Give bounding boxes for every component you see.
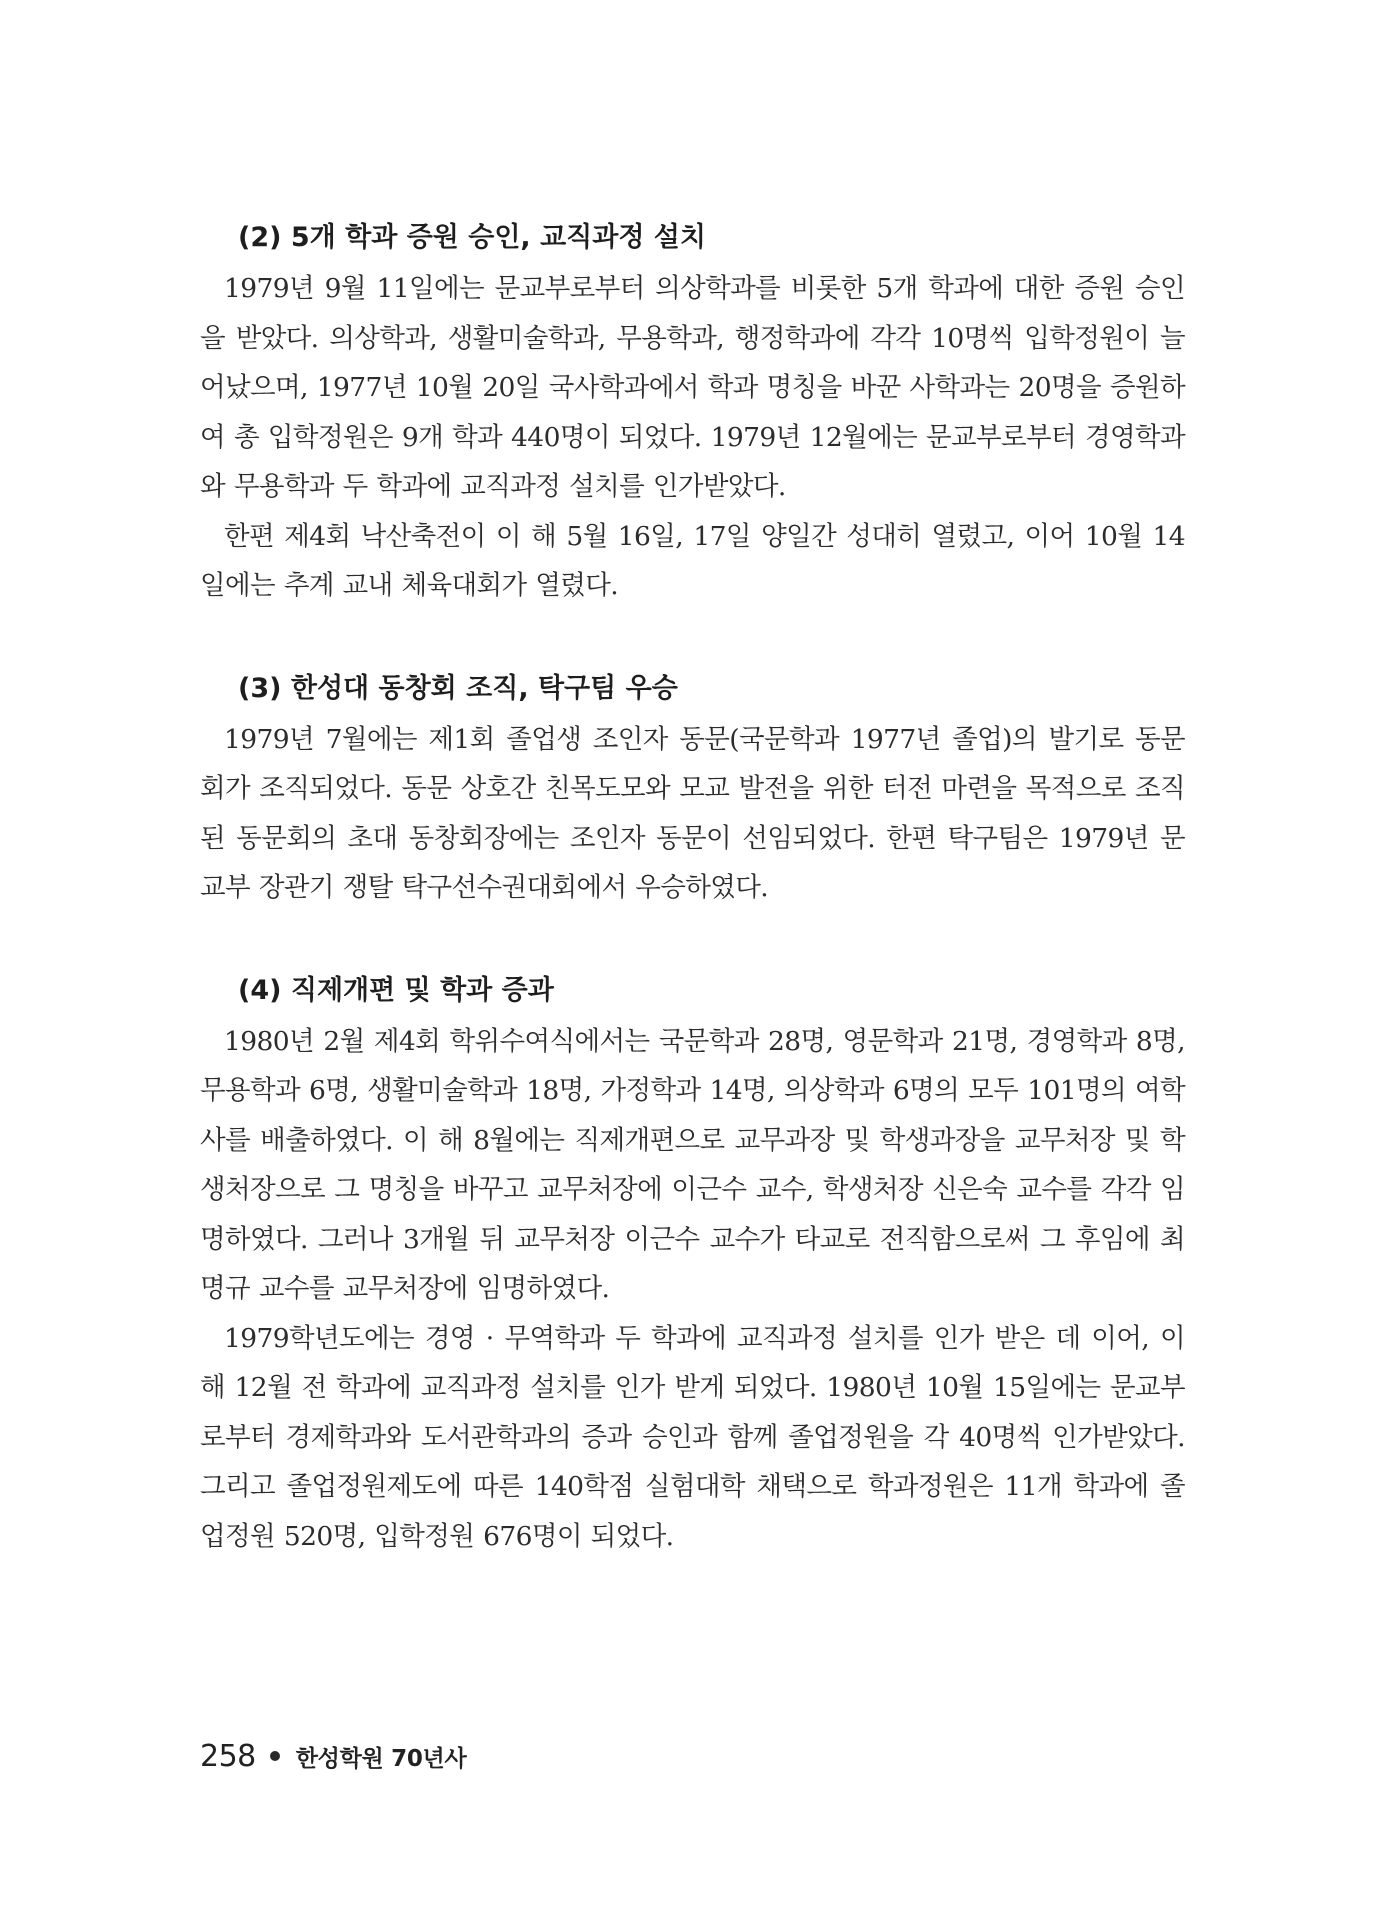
section-heading: (2) 5개 학과 증원 승인, 교직과정 설치 [238, 222, 706, 253]
page-footer [200, 1734, 466, 1778]
section-heading: (3) 한성대 동창회 조직, 탁구팀 우승 [238, 672, 678, 704]
paragraph: 한편 제4회 낙산축전이 이 해 5월 16일, 17일 양일간 성대히 열렸고, 이어 10월 14일에는 추계 교내 체육대회가 열렸다. [200, 520, 1185, 601]
page-number: 258 [200, 1738, 256, 1774]
section-2 [200, 218, 1185, 611]
section-4 [200, 971, 1185, 1562]
paragraph: 1979년 9월 11일에는 문교부로부터 의상학과를 비롯한 5개 학과에 대한 증원 승인을 받았다. 의상학과, 생활미술학과, 무용학과, 행정학과에 각각 10명씩 입학정원이 늘어났으며, 1977년 10월 20일 국사학과에서 학과 명칭을 바꾼 사학과는 20명을 증원하여 총 입학정원은 9개 학과 440명이 되었다. 1979년 12월에는 문교부로부터 경영학과와 무용학과 두 학과에 교직과정 설치를 인가받았다. [200, 273, 1185, 502]
paragraph: 1979학년도에는 경영 · 무역학과 두 학과에 교직과정 설치를 인가 받은 데 이어, 이 해 12월 전 학과에 교직과정 설치를 인가 받게 되었다. 1980년 10월 15일에는 문교부로부터 경제학과와 도서관학과의 증과 승인과 함께 졸업정원을 각 40명씩 인가받았다. 그리고 졸업정원제도에 따른 140학점 실험대학 채택으로 학과정원은 11개 학과에 졸업정원 520명, 입학정원 676명이 되었다. [200, 1322, 1185, 1552]
paragraph: 1979년 7월에는 제1회 졸업생 조인자 동문(국문학과 1977년 졸업)의 발기로 동문회가 조직되었다. 동문 상호간 친목도모와 모교 발전을 위한 터전 마련을 목적으로 조직된 동문회의 초대 동창회장에는 조인자 동문이 선임되었다. 한편 탁구팀은 1979년 문교부 장관기 쟁탈 탁구선수권대회에서 우승하였다. [200, 723, 1185, 903]
bullet-dot-icon [270, 1751, 280, 1761]
book-title: 한성학원 70년사 [295, 1745, 467, 1772]
section-3 [200, 669, 1185, 913]
paragraph: 1980년 2월 제4회 학위수여식에서는 국문학과 28명, 영문학과 21명, 경영학과 8명, 무용학과 6명, 생활미술학과 18명, 가정학과 14명, 의상학과 6명의 모두 101명의 여학사를 배출하였다. 이 해 8월에는 직제개편으로 교무과장 및 학생과장을 교무처장 및 학생처장으로 그 명칭을 바꾸고 교무처장에 이근수 교수, 학생처장 신은숙 교수를 각각 임명하였다. 그러나 3개월 뒤 교무처장 이근수 교수가 타교로 전직함으로써 그 후임에 최명규 교수를 교무처장에 임명하였다. [200, 1025, 1185, 1304]
section-heading: (4) 직제개편 및 학과 증과 [238, 974, 554, 1006]
page-content [200, 218, 1185, 1561]
